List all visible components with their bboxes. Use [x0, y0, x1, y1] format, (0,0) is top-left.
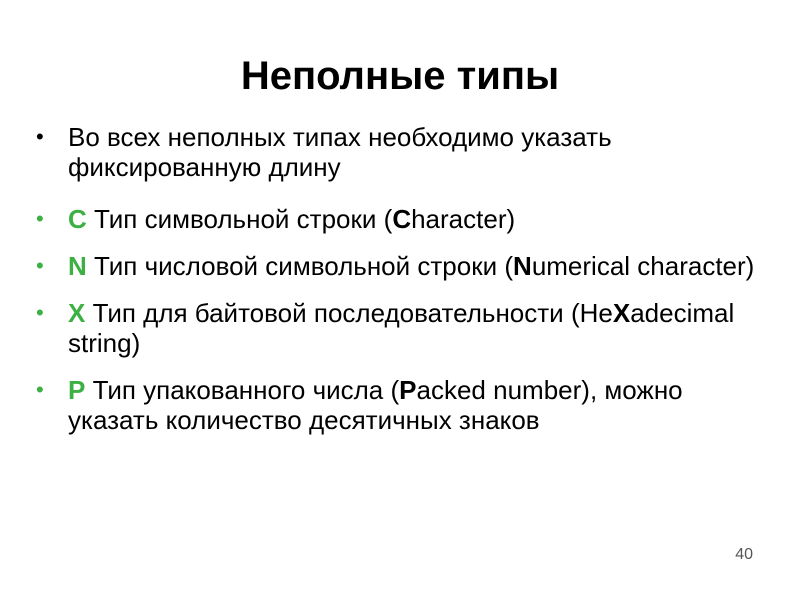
- type-description: Тип числовой символьной строки: [94, 251, 498, 281]
- bullet-item-type-x: [36, 298, 756, 358]
- type-code: P: [68, 375, 86, 405]
- bullet-list: [36, 122, 756, 435]
- english-rest: acked number: [416, 375, 582, 405]
- english-rest: adecimal string: [68, 298, 735, 358]
- bullet-marker: •: [36, 124, 44, 149]
- type-code: N: [68, 251, 87, 281]
- bullet-marker: •: [36, 300, 44, 325]
- english-key-letter: X: [612, 298, 631, 328]
- paren-open: (: [570, 298, 580, 328]
- english-rest: haracter: [411, 204, 507, 234]
- english-key-letter: P: [399, 375, 417, 405]
- type-description: Тип для байтовой последовательности: [92, 298, 564, 328]
- type-code: X: [68, 298, 86, 328]
- page-number: 40: [735, 546, 753, 563]
- bullet-marker: •: [36, 377, 44, 402]
- paren-close: ): [131, 328, 141, 358]
- paren-open: (: [390, 375, 400, 405]
- paren-close: ): [506, 204, 516, 234]
- english-key-letter: C: [392, 204, 412, 234]
- type-description: Тип символьной строки: [94, 204, 377, 234]
- paren-open: (: [504, 251, 514, 281]
- english-key-letter: N: [513, 251, 532, 281]
- paren-open: (: [383, 204, 393, 234]
- type-code: C: [68, 204, 87, 234]
- bullet-text: Во всех неполных типах необходимо указать фиксированную длину: [68, 122, 612, 182]
- paren-close: ), можно указать количество десятичных знаков: [68, 375, 683, 435]
- english-pre: He: [579, 298, 613, 328]
- bullet-item-type-p: [36, 375, 756, 435]
- bullet-item-type-c: [36, 204, 756, 234]
- type-description: Тип упакованного числа: [92, 375, 384, 405]
- bullet-marker: •: [36, 206, 44, 231]
- bullet-marker: •: [36, 253, 44, 278]
- bullet-item-type-n: [36, 251, 756, 281]
- bullet-item-intro: [36, 122, 756, 182]
- slide-title: Неполные типы: [240, 54, 560, 98]
- english-rest: umerical character: [531, 251, 746, 281]
- paren-close: ): [745, 251, 755, 281]
